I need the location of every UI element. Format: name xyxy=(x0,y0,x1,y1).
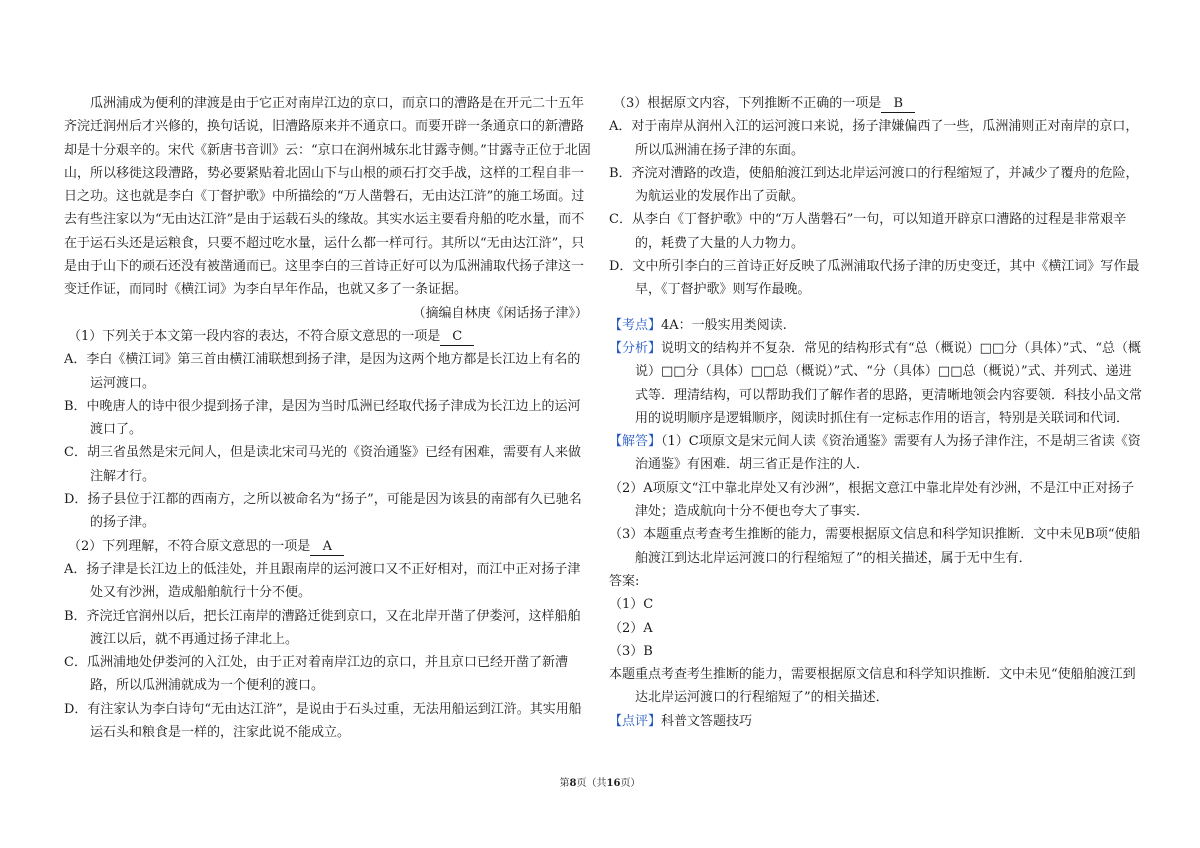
kaodian-tag: 【考点】 xyxy=(609,317,662,333)
spacer xyxy=(609,302,1143,314)
question-1-option-b: B．中晚唐人的诗中很少提到扬子津，是因为当时瓜洲已经取代扬子津成为长江边上的运河渡口了。 xyxy=(64,398,581,438)
dianping-text: 科普文答题技巧 xyxy=(661,713,753,729)
left-column xyxy=(64,92,592,744)
page-footer: 第8页（共16页） xyxy=(559,778,641,789)
answer-label: 答案: xyxy=(609,573,640,589)
kaodian-text: 4A：一般实用类阅读. xyxy=(661,317,787,333)
question-1-answer: C xyxy=(440,328,474,346)
summary-text: 本题重点考查考生推断的能力，需要根据原文信息和科学知识推断．文中未见“使船舶渡江到达北岸运河渡口的行程缩短了”的相关描述． xyxy=(609,667,1136,706)
passage-source: （摘编自林庚《闲话扬子津》） xyxy=(412,305,588,321)
dianping-tag: 【点评】 xyxy=(609,713,662,729)
answer-item-2: （2）A xyxy=(609,620,653,636)
passage-paragraph: 瓜洲浦成为便利的津渡是由于它正对南岸江边的京口，而京口的漕路是在开元二十五年齐浣迁润州后才兴修的，换句话说，旧漕路原来并不通京口。而要开辟一条通京口的新漕路却是十分艰辛的。宋代《新唐书音训》云：“京口在润州城东北甘露寺侧。”甘露寺正位于北固山，所以移徙这段漕路，势必要紧贴着北固山下与山根的顽石打交手战，这样的工程自非一日之功。这也就是李白《丁督护歌》中所描绘的“万人凿磐石，无由达江浒”的施工场面。过去有些注家以为“无由达江浒”是由于运载石头的缘故。其实水运主要看舟船的吃水量，而不在于运石头还是运粮食，只要不超过吃水量，运什么都一样可行。其所以“无由达江浒”，只是由于山下的顽石还没有被凿通而已。这里李白的三首诗正好可以为瓜洲浦取代扬子津这一变迁作证，而同时《横江词》为李白早年作品，也就又多了一条证据。 xyxy=(64,96,591,298)
question-3-option-a: A．对于南岸从润州入江的运河渡口来说，扬子津嫌偏西了一些，瓜洲浦则正对南岸的京口，所以瓜洲浦在扬子津的东面。 xyxy=(609,119,1139,158)
jieda-tag: 【解答】 xyxy=(609,434,662,450)
question-3-option-b: B．齐浣对漕路的改造，使船舶渡江到达北岸运河渡口的行程缩短了，并减少了覆舟的危险，为航运业的发展作出了贡献。 xyxy=(609,165,1139,205)
dianping-line xyxy=(609,710,1143,733)
question-2-option-a: A．扬子津是长江边上的低洼处，并且跟南岸的运河渡口又不正好相对，而江中正对扬子津处又有沙洲，造成船舶航行十分不便。 xyxy=(64,561,581,601)
question-1-option-c: C．胡三省虽然是宋元间人，但是读北宋司马光的《资治通鉴》已经有困难，需要有人来做注解才行。 xyxy=(64,445,581,484)
question-3-option-c: C．从李白《丁督护歌》中的“万人凿磐石”一句，可以知道开辟京口漕路的过程是非常艰辛的，耗费了大量的人力物力。 xyxy=(609,212,1127,251)
question-1-stem: （1）下列关于本文第一段内容的表达，不符合原文意思的一项是 C xyxy=(64,325,592,348)
question-1-option-a: A．李白《横江词》第三首由横江浦联想到扬子津，是因为这两个地方都是长江边上有名的运河渡口。 xyxy=(64,352,581,391)
page-total: 16 xyxy=(606,778,621,789)
jieda-line-1: 【解答】（1）C项原文是宋元间人读《资治通鉴》需要有人为扬子津作注，不是胡三省读《资治通鉴》有困难．胡三省正是作注的人． xyxy=(609,434,1141,473)
question-3-stem: （3）根据原文内容，下列推断不正确的一项是 B xyxy=(609,92,1143,115)
question-3-answer: B xyxy=(881,95,915,113)
question-3-option-d: D．文中所引李白的三首诗正好反映了瓜洲浦取代扬子津的历史变迁，其中《横江词》写作最早，《丁督护歌》则写作最晚。 xyxy=(609,259,1140,298)
question-1-option-d: D．扬子县位于江都的西南方，之所以被命名为“扬子”，可能是因为该县的南部有久已驰名的扬子津。 xyxy=(64,492,582,531)
fenxi-text: 说明文的结构并不复杂．常见的结构形式有“总（概说）□□分（具体）”式、“总（概说）□□分（具体）□□总（概说）”式、“分（具体）□□总（概说）”式、并列式、递进式等．理清结构，可以帮助我们了解作者的思路，更清晰地领会内容要领．科技小品文常用的说明顺序是逻辑顺序，阅读时抓住有一定标志作用的语言，特别是关联词和代词． xyxy=(635,340,1143,426)
page-number: 8 xyxy=(569,778,577,789)
fenxi-block xyxy=(609,337,1143,430)
right-column xyxy=(609,92,1143,733)
question-2-answer: A xyxy=(310,538,344,556)
question-2-option-c: C．瓜洲浦地处伊娄河的入江处，由于正对着南岸江边的京口，并且京口已经开凿了新漕路，所以瓜洲浦就成为一个便利的渡口。 xyxy=(64,655,568,694)
question-2-option-b: B．齐浣迁官润州以后，把长江南岸的漕路迁徙到京口，又在北岸开凿了伊娄河，这样船舶渡江以后，就不再通过扬子津北上。 xyxy=(64,608,581,647)
question-2-option-d: D．有注家认为李白诗句“无由达江浒”，是说由于石头过重，无法用船运到江浒。其实用船运石头和粮食是一样的，注家此说不能成立。 xyxy=(64,701,582,741)
fenxi-tag: 【分析】 xyxy=(609,340,662,356)
answer-item-3: （3）B xyxy=(609,643,653,659)
jieda-line-2: （2）A项原文“江中靠北岸处又有沙洲”，根据文意江中靠北岸处有沙洲，不是江中正对扬子津处；造成航向十分不便也夸大了事实． xyxy=(609,480,1134,520)
kaodian-line xyxy=(609,314,1143,337)
question-2-stem: （2）下列理解，不符合原文意思的一项是 A xyxy=(64,535,592,558)
answer-item-1: （1）C xyxy=(609,597,654,613)
jieda-line-3: （3）本题重点考查考生推断的能力，需要根据原文信息和科学知识推断．文中未见B项“使船舶渡江到达北岸运河渡口的行程缩短了”的相关描述，属于无中生有． xyxy=(609,527,1141,566)
